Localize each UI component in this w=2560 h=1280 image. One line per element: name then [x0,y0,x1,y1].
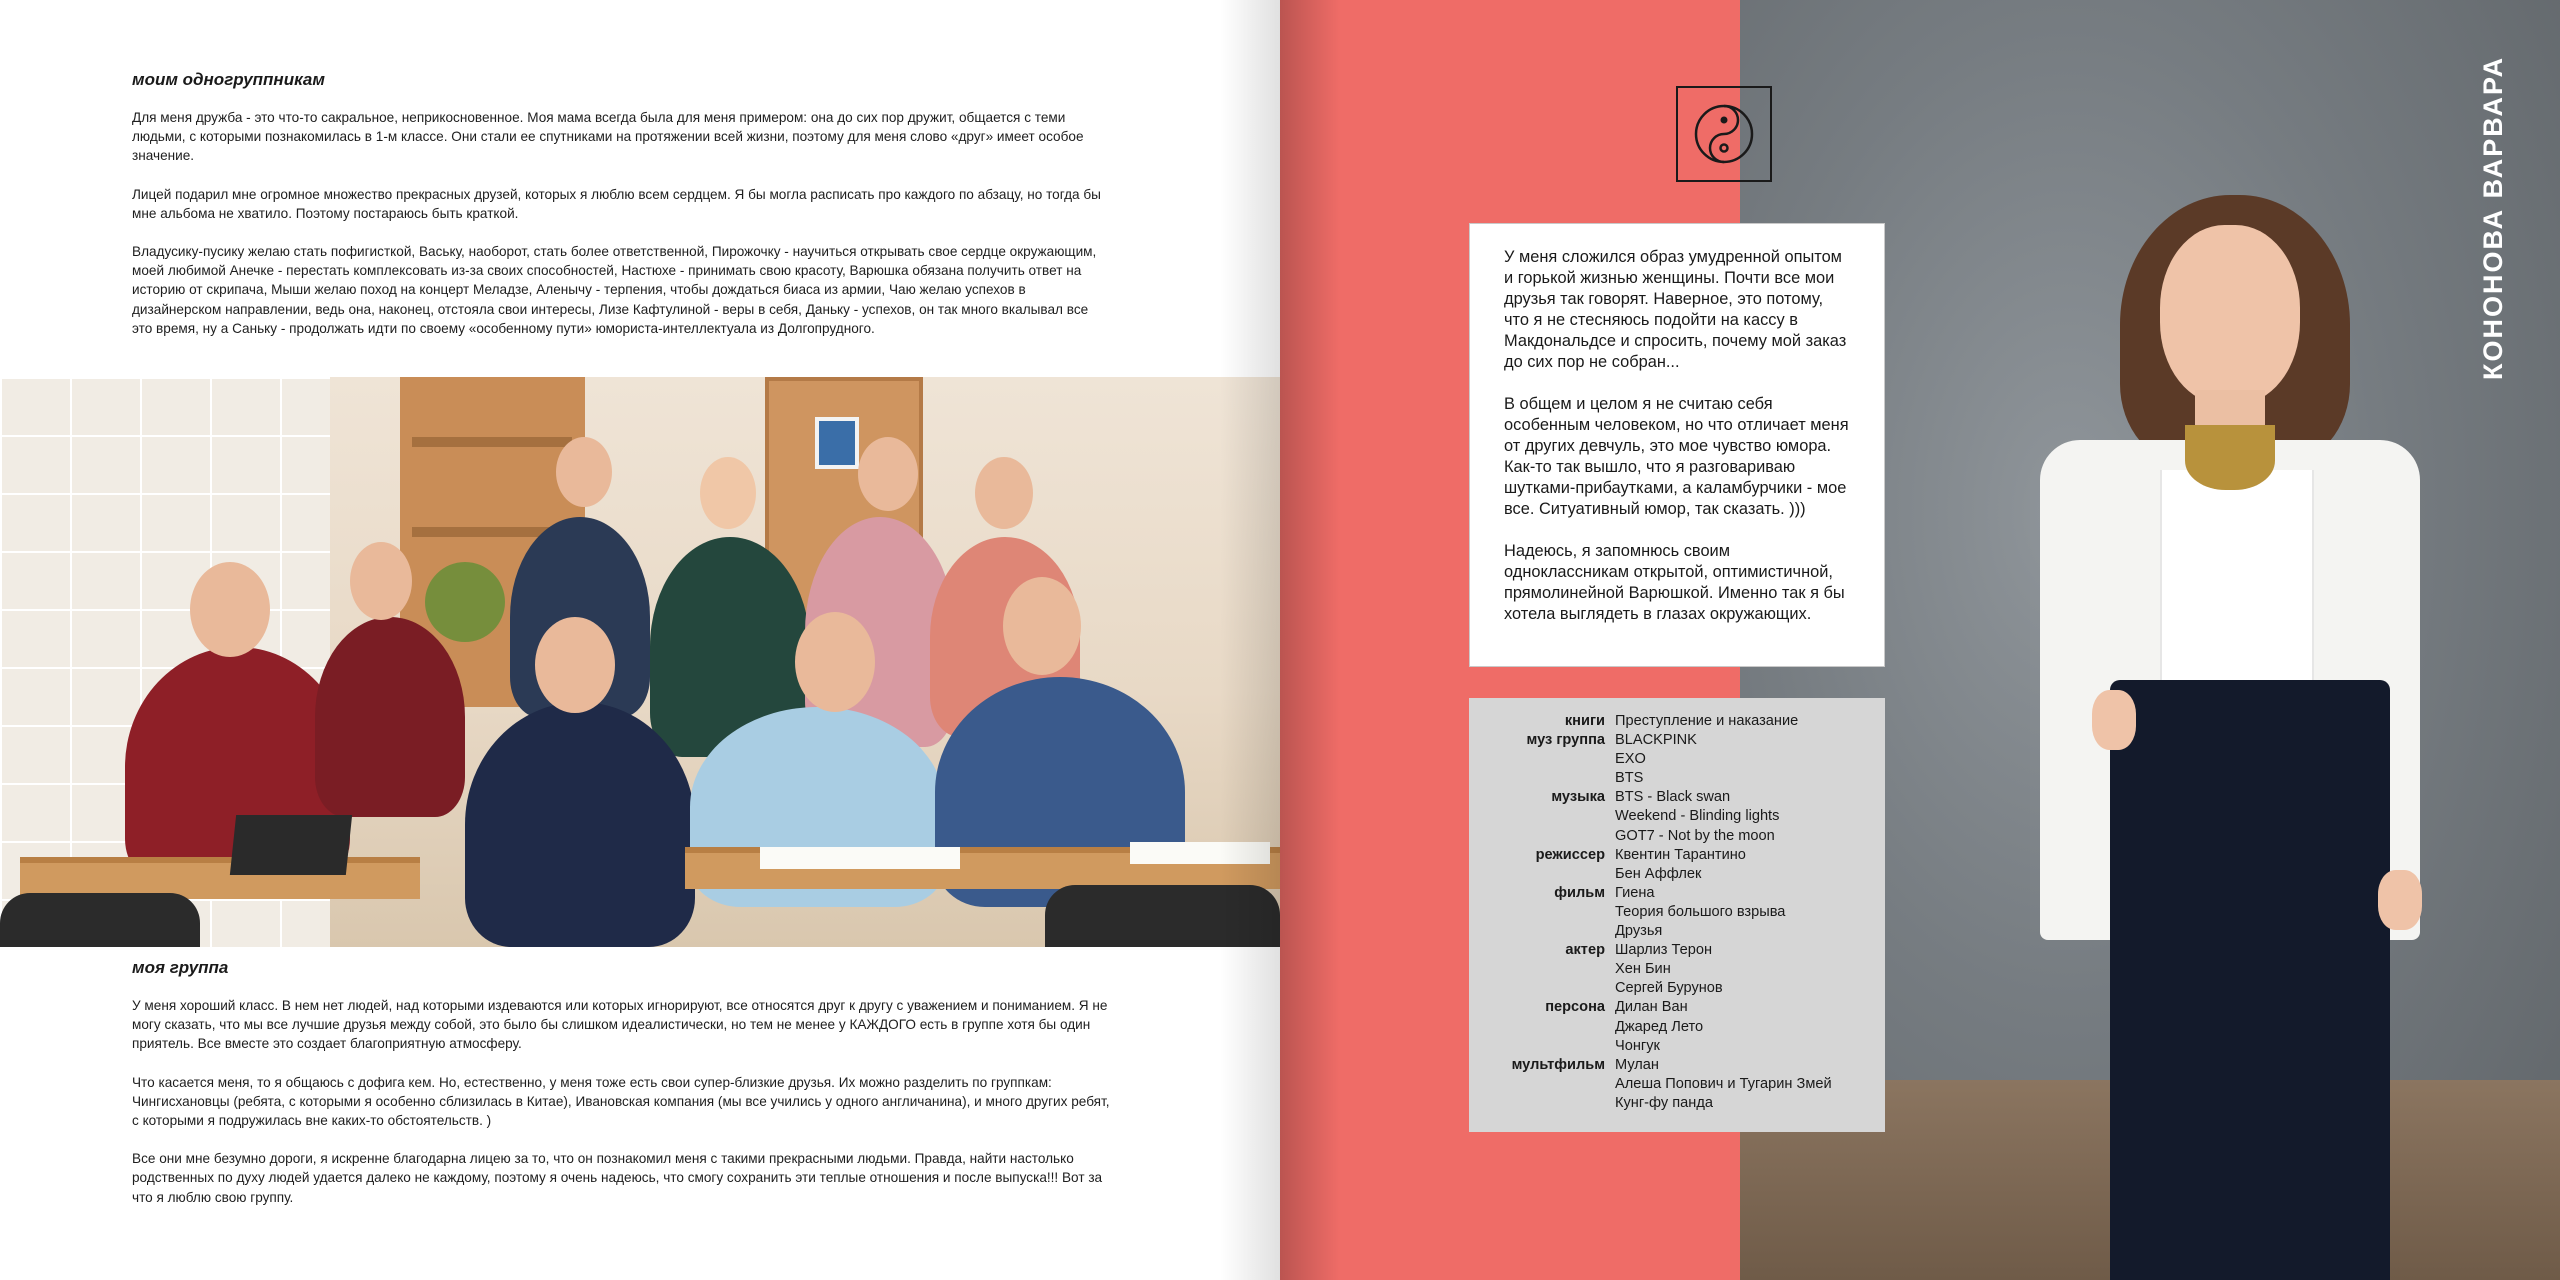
favorites-row [1469,827,1885,846]
portrait-hand [2378,870,2422,930]
favorites-value: BLACKPINK [1615,732,1697,749]
quote-box [1469,223,1885,667]
teacher-head [535,617,615,713]
student-head [1003,577,1081,675]
student-head [975,457,1033,529]
classmates-text [132,108,1112,357]
favorites-key [1469,1094,1615,1113]
favorites-value: Друзья [1615,923,1663,940]
favorites-row [1469,903,1885,922]
favorites-row [1469,1056,1885,1075]
favorites-key [1469,1018,1615,1037]
favorites-value: Джаред Лето [1615,1018,1704,1035]
favorites-row [1469,807,1885,826]
favorites-value: Теория большого взрыва [1615,903,1786,920]
favorites-value: Weekend - Blinding lights [1615,808,1780,825]
favorites-value: Мулан [1615,1056,1659,1073]
favorites-row [1469,788,1885,807]
favorites-value: Квентин Тарантино [1615,846,1746,863]
favorites-value: EXO [1615,751,1646,768]
section-title-classmates: моим одногруппникам [132,70,325,89]
favorites-row [1469,884,1885,903]
favorites-row [1469,769,1885,788]
paragraph: Для меня дружба - это что-то сакральное, неприкосновенное. Моя мама всегда была для меня примером: она до сих пор дружит, общается с теми людьми, с которыми познакомилась в 1-м классе. Они стали ее спутниками на протяжении всей жизни, поэтому для меня слово «друг» имеет особое значение. [132,110,1084,164]
favorites-value: Чонгук [1615,1037,1660,1054]
group-text [132,996,1112,1226]
favorites-row [1469,960,1885,979]
favorites-key [1469,922,1615,941]
favorites-key: персона [1545,999,1605,1016]
favorites-key: актер [1565,942,1605,959]
favorites-key [1469,865,1615,884]
favorites-key: мультфильм [1511,1056,1605,1073]
favorites-key [1469,1037,1615,1056]
favorites-key [1469,807,1615,826]
favorites-value: Бен Аффлек [1615,865,1702,882]
favorites-panel [1469,698,1885,1132]
favorites-key [1469,769,1615,788]
favorites-row [1469,712,1885,731]
favorites-row [1469,750,1885,769]
favorites-key: режиссер [1535,846,1605,863]
favorites-key [1469,1075,1615,1094]
favorites-row [1469,1075,1885,1094]
right-page [1280,0,2560,1280]
favorites-value: GOT7 - Not by the moon [1615,827,1775,844]
student-head [190,562,270,657]
favorites-value: Гиена [1615,884,1655,901]
paragraph: Владусику-пусику желаю стать пофигисткой, Ваську, наоборот, стать более ответственной, Пирожочку - научиться открывать свое сердце окружающим, моей любимой Анечке - перестать комплексовать из-за своих способностей, Настюхе - принимать свою красоту, Варюшка обязана получить ответ на историю от скрипача, Мыши желаю поход на концерт Меладзе, Аленычу - терпения, чтобы дождаться биаса из армии, Чаю желаю успехов в дизайнерском направлении, ведь она, наконец, отстояла свои интересы, Лизе Кафтулиной - веры в себя, Даньку - успехов, он так много вкалывал все это время, ну а Саньку - продолжать идти по своему «особенному пути» юмориста-интеллектуала из Долгопрудного. [132,244,1097,336]
student-head [795,612,875,712]
gold-necklace [2185,425,2275,490]
student-head [350,542,412,620]
teacher-figure [465,702,695,947]
favorites-key [1469,827,1615,846]
student-head [858,437,918,511]
favorites-value: Хен Бин [1615,961,1671,978]
dark-trousers [2110,680,2390,1280]
notebook [760,847,960,869]
quote-paragraph: У меня сложился образ умудренной опытом и горькой жизнью женщины. Почти все мои друзья так говорят. Наверное, это потому, что я не стесняюсь подойти на кассу в Макдональдсе и спросить, почему мой заказ до сих пор не собран... [1504,248,1847,371]
quote-paragraph: Надеюсь, я запомнюсь своим одноклассникам открытой, оптимистичной, прямолинейной Варюшкой. Именно так я бы хотела выглядеть в глазах окружающих. [1504,542,1845,623]
quote-paragraph: В общем и целом я не считаю себя особенным человеком, но что отличает меня от других девчуль, это мое чувство юмора. Как-то так вышло, что я разговариваю шутками-прибаутками, а каламбурчики - мое все. Ситуативный юмор, так сказать. ))) [1504,395,1849,518]
portrait-hand [2092,690,2136,750]
favorites-key: музыка [1551,789,1605,806]
student-name: КОНОНОВА ВАРВАРА [2478,55,2508,380]
favorites-value: Преступление и наказание [1615,713,1799,729]
favorites-key [1469,979,1615,998]
favorites-key [1469,960,1615,979]
plant [425,562,505,642]
favorites-key [1469,750,1615,769]
paragraph: Все они мне безумно дороги, я искренне благодарна лицею за то, что он познакомил меня с такими прекрасными людьми. Правда, найти настолько родственных по духу людей удается далеко не каждому, поэтому я очень надеюсь, что смогу сохранить эти теплые отношения и после выпуска!!! Вот за что я люблю свою группу. [132,1151,1103,1205]
favorites-row [1469,846,1885,865]
favorites-row [1469,1018,1885,1037]
favorites-row [1469,979,1885,998]
page-fold-shadow [1280,0,1340,1280]
favorites-key: фильм [1554,884,1605,901]
wall-poster [815,417,859,469]
class-group-photo [0,377,1280,947]
favorites-value: Алеша Попович и Тугарин Змей [1615,1075,1832,1092]
favorites-row [1469,731,1885,750]
student-head [700,457,756,529]
favorites-row [1469,941,1885,960]
favorites-row [1469,1094,1885,1113]
favorites-value: Кунг-фу панда [1615,1094,1713,1111]
page-fold-shadow [1220,0,1280,1280]
favorites-key [1469,903,1615,922]
favorites-value: Шарлиз Терон [1615,942,1713,959]
student-figure [315,617,465,817]
favorites-key: книги [1564,713,1605,729]
paragraph: Что касается меня, то я общаюсь с дофига кем. Но, естественно, у меня тоже есть свои супер-близкие друзья. Их можно разделить по группкам: Чингисхановцы (ребята, с которыми я особенно сблизилась в Китае), Ивановская компания (мы все учились у одного англичанина), и много других ребят, с которыми я подружилась вне каких-то обстоятельств. ) [132,1074,1110,1129]
favorites-row [1469,1037,1885,1056]
favorites-key: муз группа [1526,732,1605,749]
white-top [2160,470,2314,690]
favorites-value: BTS [1615,770,1644,787]
favorites-value: Сергей Бурунов [1615,980,1723,997]
student-head [556,437,612,507]
portrait-face [2160,225,2300,405]
favorites-value: BTS - Black swan [1615,789,1731,806]
chair [0,893,200,947]
yin-yang-icon [1676,86,1772,182]
favorites-value: Дилан Ван [1615,999,1688,1016]
favorites-row [1469,998,1885,1017]
favorites-row [1469,922,1885,941]
favorites-row [1469,865,1885,884]
section-title-my-group: моя группа [132,958,229,977]
tablet [230,815,352,875]
paragraph: У меня хороший класс. В нем нет людей, над которыми издеваются или которых игнорируют, все относятся друг к другу с уважением и пониманием. Я не могу сказать, что мы все лучшие друзья между собой, это было бы слишком идеалистически, но тем не менее у КАЖДОГО есть в группе хотя бы один приятель. Все вместе это создает благоприятную атмосферу. [132,998,1108,1052]
paragraph: Лицей подарил мне огромное множество прекрасных друзей, которых я люблю всем сердцем. Я бы могла расписать про каждого по абзацу, но тогда бы мне альбома не хватило. Поэтому постараюсь быть краткой. [132,186,1101,221]
